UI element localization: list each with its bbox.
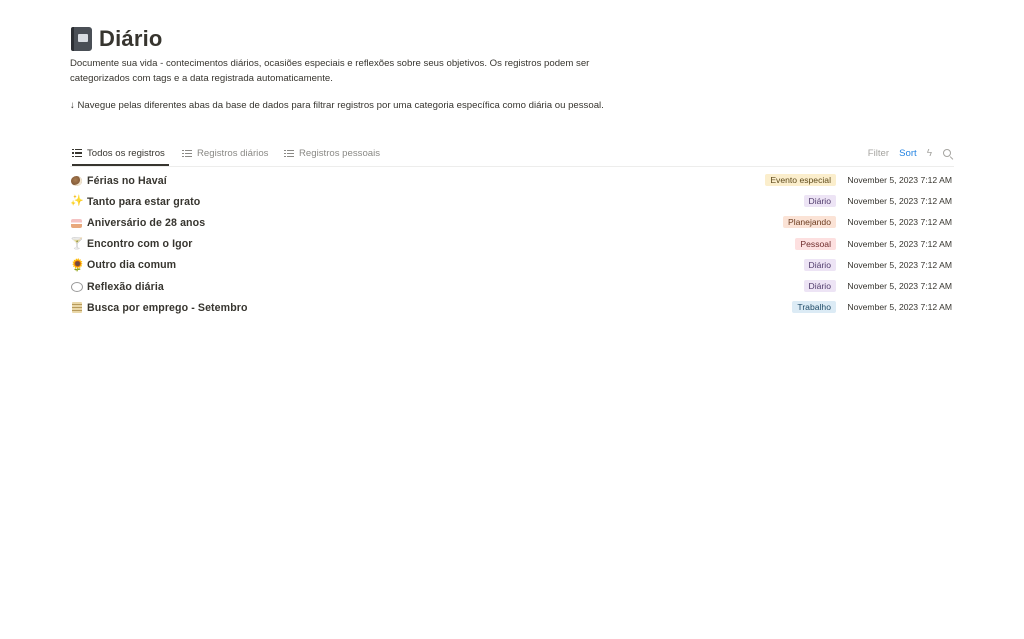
- entry-tag: Trabalho: [792, 301, 836, 313]
- database-view-tabs: [70, 142, 954, 167]
- entry-tag: Diário: [804, 259, 836, 271]
- entry-date: November 5, 2023 7:12 AM: [847, 238, 952, 249]
- list-icon: [182, 150, 192, 158]
- list-item[interactable]: [70, 170, 954, 191]
- entry-title[interactable]: Encontro com o Igor: [87, 238, 193, 251]
- page-description: Documente sua vida - contecimentos diários, ocasiões especiais e reflexões sobre seus objetivos. Os registros podem ser categorizados com tags e a data registrada automaticamente.: [70, 58, 590, 84]
- filter-button[interactable]: Filter: [867, 148, 890, 159]
- entry-date: November 5, 2023 7:12 AM: [847, 217, 952, 228]
- entry-date: November 5, 2023 7:12 AM: [847, 280, 952, 291]
- entry-title[interactable]: Reflexão diária: [87, 280, 164, 293]
- entry-title[interactable]: Aniversário de 28 anos: [87, 216, 206, 229]
- list-item[interactable]: [70, 234, 954, 255]
- entry-tag: Diário: [804, 195, 836, 207]
- thought-bubble-icon: [70, 280, 83, 293]
- list-icon: [284, 150, 294, 158]
- list-item[interactable]: [70, 276, 954, 297]
- notebook-icon[interactable]: [70, 26, 94, 52]
- list-item[interactable]: [70, 212, 954, 233]
- entry-title[interactable]: Tanto para estar grato: [87, 195, 201, 208]
- list-item[interactable]: [70, 297, 954, 318]
- entry-tag: Diário: [804, 280, 836, 292]
- tab-registros-diarios[interactable]: [182, 142, 268, 165]
- tab-label: Todos os registros: [87, 147, 165, 159]
- view-toolbar: [868, 142, 954, 165]
- tab-registros-pessoais[interactable]: [284, 142, 380, 165]
- coconut-icon: [70, 174, 83, 187]
- entry-title[interactable]: Outro dia comum: [87, 259, 177, 272]
- cocktail-glass-icon: 🍸: [70, 237, 84, 250]
- entry-title[interactable]: Busca por emprego - Setembro: [87, 301, 248, 314]
- entry-title[interactable]: Férias no Havaí: [87, 174, 167, 187]
- sort-button[interactable]: Sort: [899, 148, 917, 159]
- tab-label: Registros diários: [197, 148, 269, 159]
- page-navigation-hint: ↓ Navegue pelas diferentes abas da base de dados para filtrar registros por uma categoria específica como diária ou pessoal.: [70, 100, 604, 111]
- entry-tag: Evento especial: [765, 174, 836, 186]
- sparkles-icon: ✨: [70, 195, 84, 208]
- list-icon: [72, 149, 82, 157]
- entry-date: November 5, 2023 7:12 AM: [847, 196, 952, 207]
- tab-todos-os-registros[interactable]: [72, 142, 169, 166]
- sunflower-icon: 🌻: [70, 257, 85, 272]
- list-item[interactable]: [70, 255, 954, 276]
- entry-tag: Pessoal: [795, 238, 836, 250]
- ledger-icon: [70, 301, 83, 314]
- entry-tag: Planejando: [783, 216, 836, 228]
- entry-date: November 5, 2023 7:12 AM: [847, 175, 952, 185]
- entry-date: November 5, 2023 7:12 AM: [847, 302, 952, 313]
- page-header: [70, 24, 163, 54]
- tab-label: Registros pessoais: [299, 148, 381, 159]
- list-item[interactable]: [70, 191, 954, 212]
- entry-date: November 5, 2023 7:12 AM: [847, 259, 952, 270]
- search-icon[interactable]: [942, 148, 954, 160]
- birthday-cake-icon: [70, 216, 83, 229]
- entries-list: [70, 170, 954, 318]
- automation-bolt-icon[interactable]: ϟ: [926, 148, 932, 159]
- page-title[interactable]: Diário: [99, 26, 163, 51]
